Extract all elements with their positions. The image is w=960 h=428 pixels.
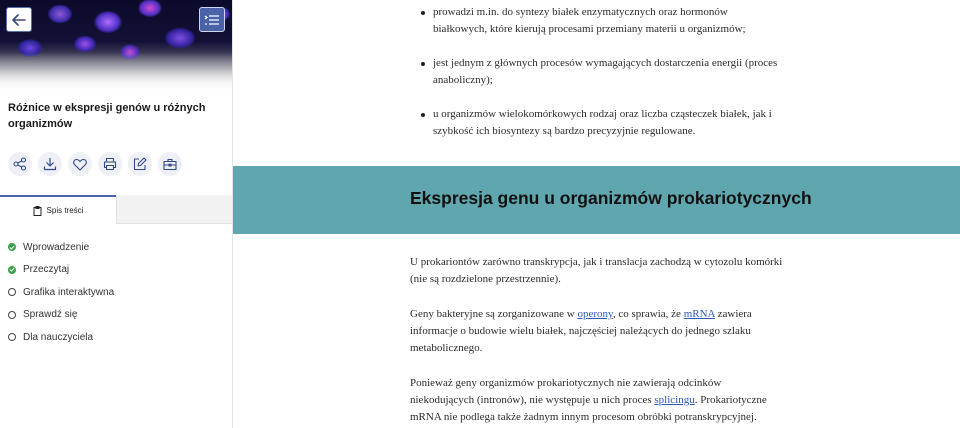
list-item: u organizmów wielokomórkowych rodzaj oraz liczba cząsteczek białek, jak i szybkość ich biosyntezy są bardzo precyzyjnie regulowane. xyxy=(419,106,779,140)
briefcase-icon xyxy=(163,158,177,171)
empty-circle-icon xyxy=(8,311,16,319)
section-title: Ekspresja genu u organizmów prokariotycznych xyxy=(410,188,812,208)
clipboard-icon xyxy=(33,206,42,216)
toc-item-label: Wprowadzenie xyxy=(23,241,90,253)
toc-item-label: Przeczytaj xyxy=(23,264,70,276)
toc-item-dla-nauczyciela[interactable] xyxy=(8,326,114,349)
toc-item-sprawdz-sie[interactable] xyxy=(8,304,114,327)
toc-item-label: Dla nauczyciela xyxy=(23,331,94,343)
link-operony[interactable]: operony xyxy=(577,308,613,320)
print-button[interactable] xyxy=(98,152,122,176)
edit-button[interactable] xyxy=(128,152,152,176)
download-icon xyxy=(43,157,57,171)
check-circle-icon xyxy=(8,266,16,274)
print-icon xyxy=(103,157,117,171)
briefcase-button[interactable] xyxy=(158,152,182,176)
paragraph: Geny bakteryjne są zorganizowane w operony, co sprawia, że mRNA zawiera informacje o budowie wielu białek, najczęściej należących do jednego szlaku metabolicznego. xyxy=(410,308,752,354)
back-button[interactable] xyxy=(6,7,32,32)
arrow-left-icon xyxy=(12,14,26,26)
empty-circle-icon xyxy=(8,333,16,341)
toc-item-przeczytaj[interactable] xyxy=(8,259,114,282)
favorite-button[interactable] xyxy=(68,152,92,176)
table-of-contents xyxy=(8,236,114,349)
toc-item-wprowadzenie[interactable] xyxy=(8,236,114,259)
edit-icon xyxy=(133,157,147,171)
link-splicingu[interactable]: splicingu xyxy=(654,394,695,406)
bullet-list xyxy=(419,4,779,157)
toc-item-label: Grafika interaktywna xyxy=(23,286,115,298)
list-item: jest jednym z głównych procesów wymagających dostarczenia energii (proces anaboliczny); xyxy=(419,55,779,89)
empty-circle-icon xyxy=(8,288,16,296)
tab-label: Spis treści xyxy=(46,206,84,215)
check-circle-icon xyxy=(8,243,16,251)
paragraph: Ponieważ geny organizmów prokariotycznych nie zawierają odcinków niekodujących (intronów), nie występuje u nich proces splicingu. Prokariotyczne mRNA nie podlega także żadnym innym procesom obróbki potranskrypcyjnej. xyxy=(410,377,767,423)
paragraph: U prokariontów zarówno transkrypcja, jak i translacja zachodzą w cytozolu komórki (nie są rozdzielone przestrzennie). xyxy=(410,256,783,285)
toc-item-label: Sprawdź się xyxy=(23,309,78,321)
sidebar-tabs xyxy=(0,195,233,224)
toc-item-grafika-interaktywna[interactable] xyxy=(8,281,114,304)
toc-toggle-button[interactable] xyxy=(199,7,225,32)
main-content xyxy=(233,0,960,428)
download-button[interactable] xyxy=(38,152,62,176)
action-bar xyxy=(8,152,182,176)
share-icon xyxy=(13,157,27,171)
tab-table-of-contents[interactable] xyxy=(0,195,116,224)
heart-icon xyxy=(73,158,87,171)
article-body xyxy=(410,254,785,428)
list-icon xyxy=(204,14,220,26)
tab-empty-area xyxy=(116,195,233,224)
share-button[interactable] xyxy=(8,152,32,176)
document-title: Różnice w ekspresji genów u różnych organizmów xyxy=(8,102,206,130)
link-mrna[interactable]: mRNA xyxy=(683,308,715,320)
sidebar xyxy=(0,0,233,428)
list-item: prowadzi m.in. do syntezy białek enzymatycznych oraz hormonów białkowych, które kierują procesami przemiany materii u organizmów; xyxy=(419,4,779,38)
